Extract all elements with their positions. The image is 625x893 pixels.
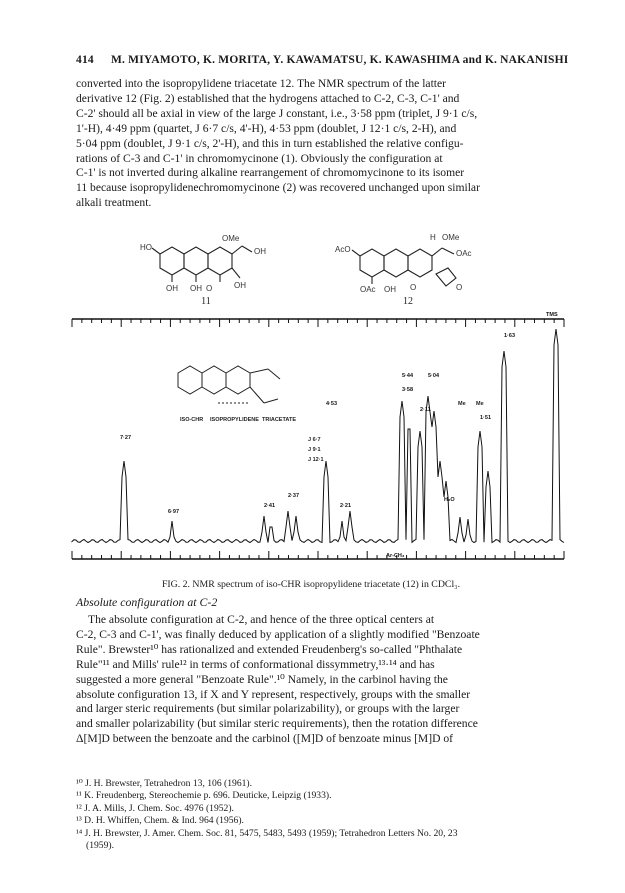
running-header — [76, 54, 569, 66]
text-line: 5·04 ppm (doublet, J 9·1 c/s, 2'-H), and this in turn established the relative configu- — [76, 136, 464, 150]
peak-label: 2·21 — [340, 503, 352, 509]
footnote-references — [76, 778, 556, 852]
ppm-ticks-top — [72, 319, 564, 327]
inset-group-label: TRIACETATE — [262, 417, 297, 423]
text-line: 11 because isopropylidenechromomycinone (2) was recovered unchanged upon similar — [76, 181, 480, 195]
struct12-label: OAc — [360, 285, 376, 294]
text-line: and smaller polarizability (but similar steric requirements), then the rotation difference — [76, 717, 478, 731]
peak-label: 2·37 — [288, 493, 300, 499]
paragraph-benzoate-rule — [76, 613, 546, 747]
text-line: alkali treatment. — [76, 196, 152, 210]
peak-label: 7·27 — [120, 435, 132, 441]
struct12-label: OMe — [442, 233, 460, 242]
peak-label: 6·97 — [168, 509, 180, 515]
text-line: Δ[M]D between the benzoate and the carbinol ([M]D of benzoate minus [M]D of — [76, 732, 454, 746]
text-line: C-1' is not inverted during alkaline rearrangement of chromomycinone to its isomer — [76, 166, 465, 180]
text-line: converted into the isopropylidene triacetate 12. The NMR spectrum of the latter — [76, 77, 447, 90]
struct12-label: O — [456, 283, 463, 292]
reference-item: (1959). — [86, 840, 114, 852]
text-line: The absolute configuration at C-2, and hence of the three optical centers at — [88, 613, 435, 626]
struct12-label: OH — [384, 285, 396, 294]
coupling-label: J 12·1 — [308, 457, 324, 463]
struct12-label: H — [430, 233, 436, 242]
ppm-ticks-bottom — [72, 551, 564, 559]
structure-11 — [152, 246, 252, 282]
inset-structure — [178, 366, 280, 403]
peak-label: Ar-CH₃ — [386, 553, 405, 559]
reference-item: ¹³ D. H. Whiffen, Chem. & Ind. 964 (1956). — [76, 815, 244, 827]
paragraph-nmr-results — [76, 77, 546, 211]
struct11-label: HO — [140, 243, 152, 252]
struct11-label: OH — [234, 281, 246, 290]
coupling-label: J 9·1 — [308, 447, 321, 453]
compound-number-11: 11 — [201, 296, 211, 307]
peak-label: 2·11 — [420, 407, 431, 413]
struct11-label: O — [206, 284, 213, 293]
text-line: Rule"¹¹ and Mills' rule¹² in terms of conformational dissymmetry,¹³·¹⁴ and has — [76, 657, 435, 671]
text-line: and larger steric requirements (but similar polarizability), or groups with the larger — [76, 702, 460, 716]
reference-item: ¹⁰ J. H. Brewster, Tetrahedron 13, 106 (1961). — [76, 778, 253, 789]
multiplet-label: Me — [458, 401, 466, 407]
multiplet-label: Me — [476, 401, 484, 407]
struct12-label: OAc — [456, 249, 472, 258]
structures-figure — [130, 232, 500, 310]
struct11-label: OH — [166, 284, 178, 293]
struct11-label: OH — [190, 284, 202, 293]
text-line: absolute configuration 13, if X and Y represent, respectively, groups with the smaller — [76, 687, 471, 701]
reference-item: ¹² J. A. Mills, J. Chem. Soc. 4976 (1952). — [76, 802, 234, 814]
figure-caption: FIG. 2. NMR spectrum of iso-CHR isopropylidene triacetate (12) in CDCl₃. — [161, 579, 461, 590]
text-line: 1'-H), 4·49 ppm (quartet, J 6·7 c/s, 4'-H), 4·53 ppm (doublet, J 12·1 c/s, 2-H), and — [76, 121, 457, 135]
text-line: C-2, C-3 and C-1', was finally deduced by application of a slightly modified "Benzoate — [76, 627, 480, 641]
struct11-label: OH — [254, 247, 266, 256]
peak-label: H₂O — [444, 497, 455, 503]
reference-item: ¹¹ K. Freudenberg, Stereochemie p. 696. Deuticke, Leipzig (1933). — [76, 790, 332, 802]
text-line: C-2' should all be axial in view of the large J constant, i.e., 3·58 ppm (triplet, J 9·1 c/s, — [76, 106, 478, 120]
peak-label: 3·58 — [402, 387, 414, 393]
text-line: derivative 12 (Fig. 2) established that the hydrogens attached to C-2, C-3, C-1' and — [76, 91, 460, 105]
structure-12 — [352, 248, 456, 286]
inset-group-label: ISO-CHR — [180, 417, 204, 423]
compound-number-12: 12 — [403, 296, 413, 307]
struct12-label: O — [410, 283, 417, 292]
section-subheading: Absolute configuration at C-2 — [76, 595, 218, 609]
struct11-label: OMe — [222, 234, 240, 243]
peak-label: 2·41 — [264, 503, 276, 509]
struct12-label: AcO — [335, 245, 351, 254]
peak-label: 4·53 — [326, 401, 338, 407]
peak-label: 5·44 — [402, 373, 414, 379]
coupling-label: J 6·7 — [308, 437, 321, 443]
author-line: M. MIYAMOTO, K. MORITA, Y. KAWAMATSU, K. KAWASHIMA and K. NAKANISHI — [110, 54, 569, 66]
text-line: rations of C-3 and C-1' in chromomycinone (1). Obviously the configuration at — [76, 151, 443, 165]
text-line: Rule". Brewster¹⁰ has rationalized and extended Freudenberg's so-called "Phthalate — [76, 642, 463, 656]
tms-label: TMS — [546, 312, 558, 318]
page-number: 414 — [76, 54, 94, 66]
peak-label: 1·63 — [504, 333, 516, 339]
text-line: suggested a more general "Benzoate Rule".¹⁰ Namely, in the carbinol having the — [76, 672, 448, 686]
spectrum-trace — [72, 329, 564, 543]
nmr-spectrum — [68, 311, 568, 576]
reference-item: ¹⁴ J. H. Brewster, J. Amer. Chem. Soc. 81, 5475, 5483, 5493 (1959); Tetrahedron Letters No. 20, 23 — [76, 827, 458, 839]
peak-label: 5·04 — [428, 373, 440, 379]
inset-group-label: ISOPROPYLIDENE — [210, 417, 259, 423]
peak-label: 1·51 — [480, 415, 492, 421]
